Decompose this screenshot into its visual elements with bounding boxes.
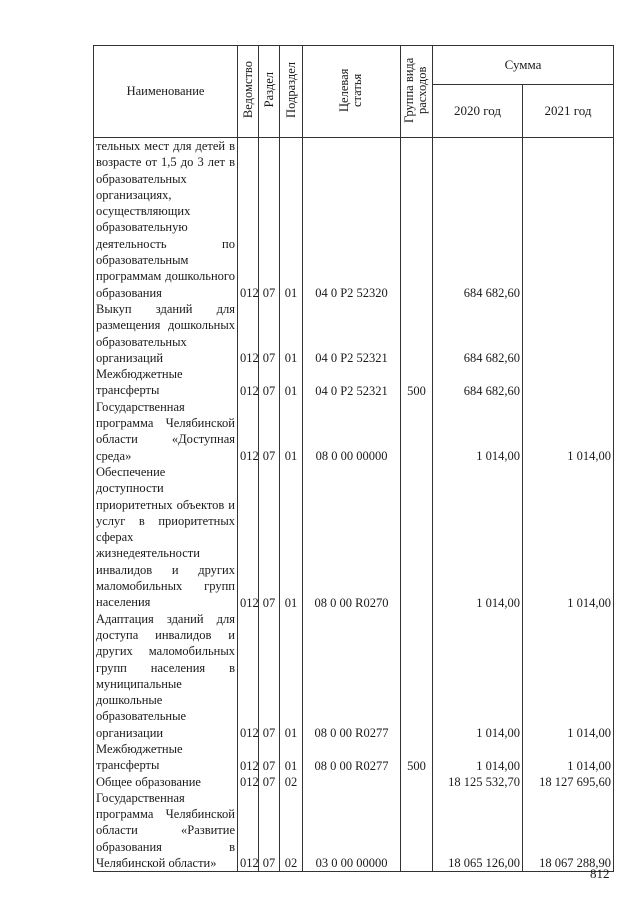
row-target-article: 03 0 00 00000 bbox=[303, 790, 401, 872]
row-section: 07 bbox=[259, 790, 280, 872]
row-section: 07 bbox=[259, 138, 280, 301]
table-header bbox=[94, 46, 614, 138]
row-department: 012 bbox=[238, 399, 259, 464]
row-expense-group bbox=[401, 138, 433, 301]
row-target-article: 04 0 P2 52321 bbox=[303, 366, 401, 399]
row-target-article bbox=[303, 774, 401, 790]
row-sum-2021: 18 127 695,60 bbox=[523, 774, 614, 790]
row-department: 012 bbox=[238, 301, 259, 366]
row-subsection: 01 bbox=[280, 399, 303, 464]
row-expense-group bbox=[401, 611, 433, 741]
row-sum-2020: 684 682,60 bbox=[433, 366, 523, 399]
table-row bbox=[94, 774, 614, 790]
row-sum-2020: 1 014,00 bbox=[433, 741, 523, 774]
row-sum-2020: 1 014,00 bbox=[433, 464, 523, 611]
header-section: Раздел bbox=[259, 46, 280, 138]
row-target-article: 08 0 00 R0277 bbox=[303, 611, 401, 741]
header-department: Ведомство bbox=[238, 46, 259, 138]
row-expense-group bbox=[401, 399, 433, 464]
row-expense-group bbox=[401, 790, 433, 872]
header-subsection: Подраздел bbox=[280, 46, 303, 138]
row-section: 07 bbox=[259, 301, 280, 366]
row-expense-group bbox=[401, 774, 433, 790]
row-subsection: 02 bbox=[280, 774, 303, 790]
row-target-article: 04 0 P2 52321 bbox=[303, 301, 401, 366]
row-name: Государственная программа Челябинской области «Доступная среда» bbox=[94, 399, 238, 464]
row-department: 012 bbox=[238, 774, 259, 790]
row-section: 07 bbox=[259, 464, 280, 611]
row-department: 012 bbox=[238, 138, 259, 301]
row-target-article: 08 0 00 R0270 bbox=[303, 464, 401, 611]
row-department: 012 bbox=[238, 790, 259, 872]
table-row bbox=[94, 741, 614, 774]
table-row bbox=[94, 464, 614, 611]
row-sum-2021: 1 014,00 bbox=[523, 399, 614, 464]
row-subsection: 01 bbox=[280, 464, 303, 611]
row-section: 07 bbox=[259, 366, 280, 399]
row-name: тельных мест для детей в возрасте от 1,5 до 3 лет в образовательных организациях, осуществляющих образовательную деятельность по образовательным программам дошкольного образования bbox=[94, 138, 238, 301]
table-row bbox=[94, 366, 614, 399]
row-expense-group: 500 bbox=[401, 741, 433, 774]
row-subsection: 01 bbox=[280, 366, 303, 399]
row-target-article: 08 0 00 00000 bbox=[303, 399, 401, 464]
row-sum-2021: 1 014,00 bbox=[523, 741, 614, 774]
row-name: Выкуп зданий для размещения дошкольных образовательных организаций bbox=[94, 301, 238, 366]
row-department: 012 bbox=[238, 741, 259, 774]
row-expense-group bbox=[401, 464, 433, 611]
row-sum-2021: 1 014,00 bbox=[523, 464, 614, 611]
header-name: Наименование bbox=[94, 46, 238, 138]
table-row bbox=[94, 790, 614, 872]
row-sum-2021 bbox=[523, 301, 614, 366]
table-row bbox=[94, 611, 614, 741]
row-target-article: 04 0 P2 52320 bbox=[303, 138, 401, 301]
row-section: 07 bbox=[259, 741, 280, 774]
row-sum-2020: 684 682,60 bbox=[433, 138, 523, 301]
row-subsection: 02 bbox=[280, 790, 303, 872]
row-sum-2021 bbox=[523, 138, 614, 301]
header-year-2020: 2020 год bbox=[433, 85, 523, 138]
row-department: 012 bbox=[238, 366, 259, 399]
row-name: Адаптация зданий для доступа инвалидов и других маломобильных групп населения в муниципальные дошкольные образовательные организации bbox=[94, 611, 238, 741]
row-name: Государственная программа Челябинской области «Развитие образования в Челябинской области» bbox=[94, 790, 238, 872]
row-expense-group bbox=[401, 301, 433, 366]
row-section: 07 bbox=[259, 774, 280, 790]
table-row bbox=[94, 399, 614, 464]
row-expense-group: 500 bbox=[401, 366, 433, 399]
header-sum: Сумма bbox=[433, 46, 614, 85]
row-subsection: 01 bbox=[280, 611, 303, 741]
row-subsection: 01 bbox=[280, 138, 303, 301]
header-year-2021: 2021 год bbox=[523, 85, 614, 138]
row-section: 07 bbox=[259, 399, 280, 464]
row-target-article: 08 0 00 R0277 bbox=[303, 741, 401, 774]
budget-table bbox=[93, 45, 614, 872]
row-name: Межбюджетные трансферты bbox=[94, 741, 238, 774]
row-sum-2020: 1 014,00 bbox=[433, 611, 523, 741]
row-section: 07 bbox=[259, 611, 280, 741]
row-subsection: 01 bbox=[280, 741, 303, 774]
row-name: Обеспечение доступности приоритетных объектов и услуг в приоритетных сферах жизнедеятельности инвалидов и других маломобильных групп населения bbox=[94, 464, 238, 611]
row-subsection: 01 bbox=[280, 301, 303, 366]
row-department: 012 bbox=[238, 464, 259, 611]
row-sum-2020: 1 014,00 bbox=[433, 399, 523, 464]
header-target-article: Целевая статья bbox=[303, 46, 401, 138]
row-sum-2021 bbox=[523, 366, 614, 399]
page-number: 812 bbox=[590, 866, 610, 881]
header-expense-group: Группа вида расходов bbox=[401, 46, 433, 138]
row-sum-2020: 18 065 126,00 bbox=[433, 790, 523, 872]
table-row bbox=[94, 138, 614, 301]
row-sum-2021: 1 014,00 bbox=[523, 611, 614, 741]
table-row bbox=[94, 301, 614, 366]
row-sum-2021: 18 067 288,90 bbox=[523, 790, 614, 872]
row-sum-2020: 684 682,60 bbox=[433, 301, 523, 366]
row-department: 012 bbox=[238, 611, 259, 741]
row-sum-2020: 18 125 532,70 bbox=[433, 774, 523, 790]
row-name: Межбюджетные трансферты bbox=[94, 366, 238, 399]
row-name: Общее образование bbox=[94, 774, 238, 790]
